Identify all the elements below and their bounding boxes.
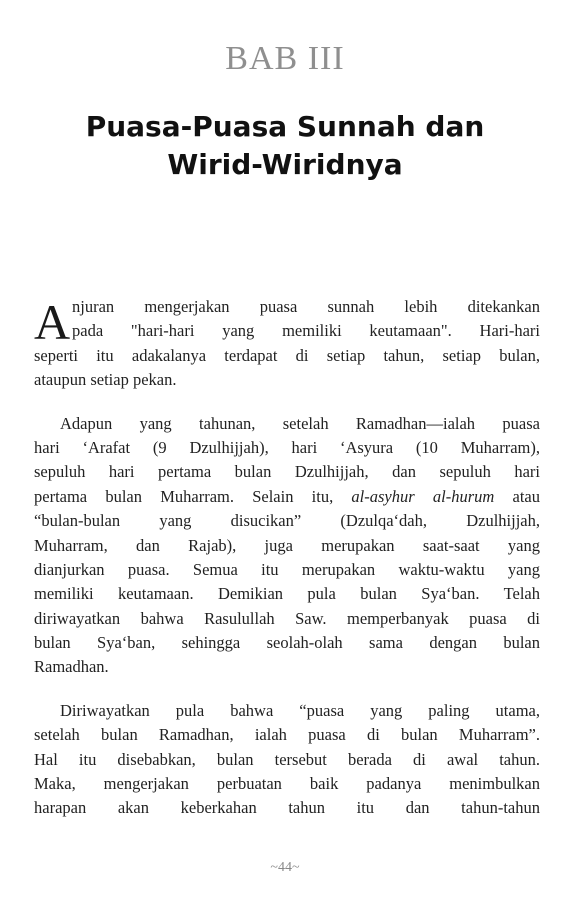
text-line: sepuluh hari pertama bulan Dzulhijjah, dan sepuluh hari — [34, 462, 540, 482]
text-line: Ramadhan. — [34, 657, 109, 677]
drop-cap: A — [34, 294, 71, 350]
text-line: njuran mengerjakan puasa sunnah lebih ditekankan — [72, 297, 540, 316]
body-text — [34, 295, 540, 840]
chapter-title-line-1: Puasa-Puasa Sunnah dan — [85, 110, 485, 143]
paragraph-1 — [34, 295, 540, 393]
chapter-title — [0, 108, 570, 184]
paragraph-3 — [34, 699, 540, 821]
text-line: “bulan-bulan yang disucikan” (Dzulqa‘dah, Dzulhijjah, — [34, 511, 540, 531]
text-line: seperti itu adakalanya terdapat di setiap tahun, setiap bulan, — [34, 345, 540, 365]
text-line: hari ‘Arafat (9 Dzulhijjah), hari ‘Asyura (10 Muharram), — [34, 437, 540, 457]
text-segment: atau — [494, 486, 540, 506]
text-line: memiliki keutamaan. Demikian pula bulan Sya‘ban. Telah — [34, 584, 540, 604]
paragraph-2 — [34, 412, 540, 680]
chapter-title-line-2: Wirid-Wiridnya — [167, 148, 403, 181]
text-segment: pertama bulan Muharram. Selain itu, — [34, 486, 352, 506]
text-line: setelah bulan Ramadhan, ialah puasa di bulan Muharram”. — [34, 725, 540, 745]
chapter-heading: BAB III — [225, 40, 345, 77]
text-line: Muharram, dan Rajab), juga merupakan saat-saat yang — [34, 535, 540, 555]
page-number: ~44~ — [270, 860, 300, 875]
text-line: harapan akan keberkahan tahun itu dan tahun-tahun — [34, 798, 540, 818]
italic-term: al-asyhur al-hurum — [351, 486, 495, 506]
text-line: diriwayatkan bahwa Rasulullah Saw. memperbanyak puasa di — [34, 608, 540, 628]
text-line: Hal itu disebabkan, bulan tersebut berada di awal tahun. — [34, 749, 540, 769]
text-line: Maka, mengerjakan perbuatan baik padanya menimbulkan — [34, 774, 540, 794]
text-line — [34, 485, 540, 509]
text-line: pada "hari-hari yang memiliki keutamaan". Hari-hari — [72, 321, 540, 341]
text-line: Adapun yang tahunan, setelah Ramadhan—ialah puasa — [60, 413, 540, 433]
text-line: Diriwayatkan pula bahwa “puasa yang paling utama, — [60, 700, 540, 720]
text-line: ataupun setiap pekan. — [34, 370, 177, 390]
text-line: bulan Sya‘ban, sehingga seolah-olah sama dengan bulan — [34, 633, 540, 653]
text-line: dianjurkan puasa. Semua itu merupakan waktu-waktu yang — [34, 559, 540, 579]
